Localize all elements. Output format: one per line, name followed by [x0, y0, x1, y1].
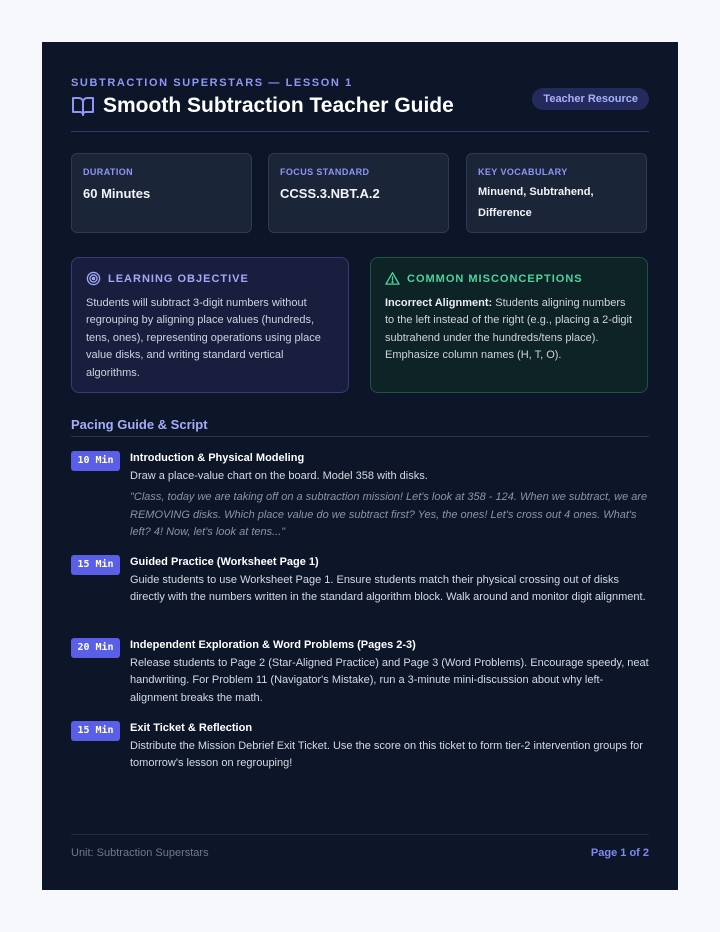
pacing-divider: [71, 436, 649, 437]
misconceptions-heading-text: COMMON MISCONCEPTIONS: [407, 272, 583, 285]
stat-label: FOCUS STANDARD: [280, 167, 370, 177]
pacing-item-script: "Class, today we are taking off on a subtraction mission! Let's look at 358 - 124. When we subtract, we are REMOVING disks. Which place value do we subtract first? Yes, the ones! Let's cross out 4 ones. What's left? 4! Now, let's look at tens...": [130, 491, 648, 538]
objective-text: Students will subtract 3-digit numbers without regrouping by aligning place values (hundreds, tens, ones), representing operations using place value disks, and writing standard vertical algorithms.: [86, 297, 321, 379]
stat-label: DURATION: [83, 167, 134, 177]
stat-value: Minuend, Subtrahend, Difference: [478, 186, 594, 219]
stat-value: CCSS.3.NBT.A.2: [280, 186, 380, 201]
warning-icon: [385, 271, 400, 286]
pacing-item-desc: Release students to Page 2 (Star-Aligned Practice) and Page 3 (Word Problems). Encourage speedy, neat handwriting. For Problem 11 (Navigator's Mistake), run a 3-minute mini-discussion about why left-alignment breaks the math.: [130, 657, 649, 704]
time-pill: 10 Min: [71, 451, 120, 471]
title-row: [71, 94, 454, 118]
header-divider: [71, 131, 649, 132]
objective-heading-text: LEARNING OBJECTIVE: [108, 272, 249, 285]
book-icon: [71, 94, 95, 118]
time-pill: 20 Min: [71, 638, 120, 658]
misconception-body: Students aligning numbers to the left instead of the right (e.g., placing a 2-digit subtrahend under the hundreds/tens place). Emphasize column names (H, T, O).: [385, 297, 633, 362]
target-icon: [86, 271, 101, 286]
page-title: Smooth Subtraction Teacher Guide: [103, 94, 454, 117]
teacher-resource-badge: Teacher Resource: [532, 88, 649, 110]
pacing-item: [71, 555, 649, 607]
footer-divider: [71, 834, 649, 835]
stat-label: KEY VOCABULARY: [478, 167, 568, 177]
learning-objective-box: [71, 257, 349, 393]
key-vocabulary-card: [466, 153, 647, 233]
pacing-item-desc: Distribute the Mission Debrief Exit Ticket. Use the score on this ticket to form tier-2 intervention groups for tomorrow's lesson on regrouping!: [130, 740, 643, 770]
misconception-lead: Incorrect Alignment:: [385, 297, 493, 309]
footer-unit: Unit: Subtraction Superstars: [71, 847, 209, 859]
pacing-item-title: Guided Practice (Worksheet Page 1): [130, 556, 319, 568]
time-pill: 15 Min: [71, 721, 120, 741]
pacing-item: [71, 721, 649, 773]
page-number: Page 1 of 2: [590, 847, 649, 859]
misconceptions-box: [370, 257, 648, 393]
teacher-guide-page: [42, 42, 678, 890]
pacing-item: [71, 638, 649, 707]
objective-heading: [86, 271, 334, 286]
pacing-item-title: Exit Ticket & Reflection: [130, 722, 253, 734]
misconceptions-heading: [385, 271, 633, 286]
pacing-item-desc: Draw a place-value chart on the board. Model 358 with disks.: [130, 470, 428, 482]
pacing-item-title: Introduction & Physical Modeling: [130, 452, 305, 464]
pacing-item: [71, 451, 649, 541]
focus-standard-card: [268, 153, 449, 233]
lesson-kicker: SUBTRACTION SUPERSTARS — LESSON 1: [71, 77, 353, 89]
pacing-item-desc: Guide students to use Worksheet Page 1. Ensure students match their physical crossing out of disks directly with the numbers written in the standard algorithm block. Walk around and monitor digit alignment.: [130, 574, 646, 604]
stat-value: 60 Minutes: [83, 186, 151, 201]
time-pill: 15 Min: [71, 555, 120, 575]
duration-card: [71, 153, 252, 233]
pacing-item-title: Independent Exploration & Word Problems (Pages 2-3): [130, 639, 416, 651]
pacing-section-title: Pacing Guide & Script: [71, 417, 208, 432]
misconceptions-text: [385, 295, 633, 365]
